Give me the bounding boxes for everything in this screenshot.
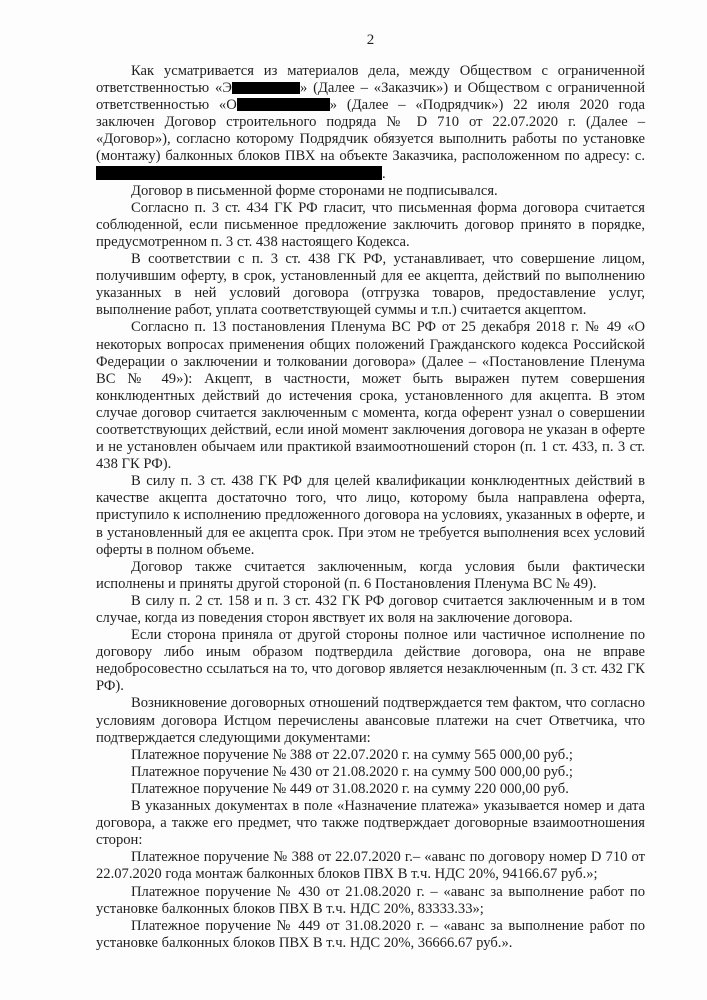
paragraph: Договор также считается заключенным, когда условия были фактически исполнены и приняты другой стороной (п. 6 Постановления Пленума ВС № 49). (96, 558, 645, 592)
paragraph: Возникновение договорных отношений подтверждается тем фактом, что согласно условиям договора Истцом перечислены авансовые платежи на счет Ответчика, что подтверждается следующими документами: (96, 695, 645, 746)
document-body (96, 63, 645, 952)
paragraph: Если сторона приняла от другой стороны полное или частичное исполнение по договору либо иным образом подтвердила действие договора, она не вправе недобросовестно ссылаться на то, что договор является незаключенным (п. 3 ст. 432 ГК РФ). (96, 627, 645, 695)
page-number: 2 (366, 32, 375, 48)
paragraph: Платежное поручение № 430 от 21.08.2020 г. на сумму 500 000,00 руб.; (131, 763, 573, 780)
paragraph: Платежное поручение № 430 от 21.08.2020 г. – «аванс за выполнение работ по установке балконных блоков ПВХ В т.ч. НДС 20%, 83333.33»; (96, 883, 645, 917)
redaction-box (232, 82, 300, 94)
paragraph: Платежное поручение № 449 от 31.08.2020 г. на сумму 220 000,00 руб. (131, 780, 569, 797)
paragraph: Платежное поручение № 388 от 22.07.2020 г.– «аванс по договору номер D 710 от 22.07.2020 года монтаж балконных блоков ПВХ В т.ч. НДС 20%, 94166.67 руб.»; (96, 849, 645, 883)
paragraph: В силу п. 2 ст. 158 и п. 3 ст. 432 ГК РФ договор считается заключенным и в том случае, когда из поведения сторон явствует их воля на заключение договора. (96, 592, 645, 626)
paragraph: В указанных документах в поле «Назначение платежа» указывается номер и дата договора, а также его предмет, что также подтверждает договорные взаимоотношения сторон: (96, 798, 645, 849)
paragraph: Согласно п. 13 постановления Пленума ВС РФ от 25 декабря 2018 г. № 49 «О некоторых вопросах применения общих положений Гражданского кодекса Российской Федерации о заключении и толковании договора» (Далее – «Постановление Пленума ВС № 49»): Акцепт, в частности, может быть выражен путем совершения конклюдентных действий до истечения срока, установленного для акцепта. В этом случае договор считается заключенным с момента, когда оферент узнал о совершении соответствующих действий, если иной момент заключения договора не указан в оферте и не установлен обычаем или практикой взаимоотношений сторон (п. 1 ст. 433, п. 3 ст. 438 ГК РФ). (96, 319, 645, 473)
paragraph: В силу п. 3 ст. 438 ГК РФ для целей квалификации конклюдентных действий в качестве акцепта достаточно того, что лицо, которому была направлена оферта, приступило к исполнению предложенного договора на условиях, указанных в оферте, и в установленный для ее акцепта срок. При этом не требуется выполнения всех условий оферты в полном объеме. (96, 473, 645, 558)
redaction-box (237, 98, 330, 111)
paragraph: Как усматривается из материалов дела, между Обществом с ограниченной ответственностью «Э » (Далее – «Заказчик») и Обществом с ограниченной ответственностью «О » (Далее – «Подрядчик») 22 июля 2020 года заключен Договор строительного подряда № D 710 от 22.07.2020 г. (Далее – «Договор»), согласно которому Подрядчик обязуется выполнить работы по установке (монтажу) балконных блоков ПВХ на объекте Заказчика, расположенном по адресу: с. . (96, 63, 645, 182)
redaction-box (96, 166, 382, 180)
paragraph: Платежное поручение № 388 от 22.07.2020 г. на сумму 565 000,00 руб.; (131, 746, 573, 763)
paragraph: В соответствии с п. 3 ст. 438 ГК РФ, устанавливает, что совершение лицом, получившим оферту, в срок, установленный для ее акцепта, действий по выполнению указанных в ней условий договора (отгрузка товаров, предоставление услуг, выполнение работ, уплата соответствующей суммы и т.п.) считается акцептом. (96, 251, 645, 319)
paragraph: Платежное поручение № 449 от 31.08.2020 г. – «аванс за выполнение работ по установке балконных блоков ПВХ В т.ч. НДС 20%, 36666.67 руб.». (96, 917, 645, 951)
paragraph: Согласно п. 3 ст. 434 ГК РФ гласит, что письменная форма договора считается соблюденной, если письменное предложение заключить договор принято в порядке, предусмотренном п. 3 ст. 438 настоящего Кодекса. (96, 199, 645, 250)
paragraph: Договор в письменной форме сторонами не подписывался. (131, 182, 498, 199)
